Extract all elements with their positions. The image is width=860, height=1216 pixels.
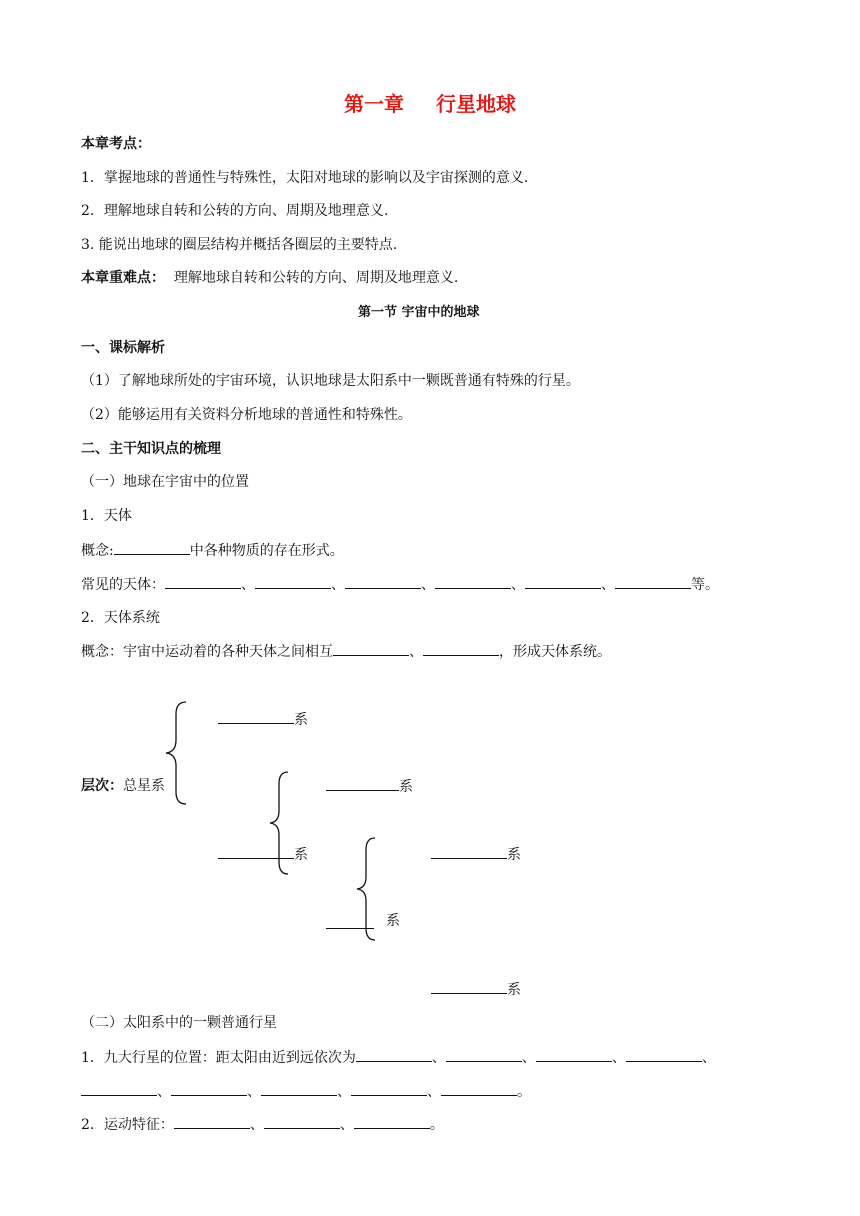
motion-end: 。 [429, 1117, 444, 1133]
system-suffix: 系 [507, 847, 521, 863]
system-suffix: 系 [294, 847, 308, 863]
celestial-concept-line [81, 540, 344, 561]
concept-prefix: 概念: [81, 543, 114, 559]
brace-3 [355, 836, 379, 942]
exam-point-2: 2．理解地球自转和公转的方向、周期及地理意义. [81, 203, 389, 219]
separator: 、 [511, 577, 525, 593]
planets-prefix: 1．九大行星的位置：距太阳由近到远依次为 [81, 1050, 356, 1066]
fill-blank[interactable] [446, 1047, 522, 1062]
brace-1 [164, 700, 190, 806]
fill-blank[interactable] [536, 1047, 612, 1062]
system-title: 2．天体系统 [81, 610, 160, 626]
chapter-label: 第一章 [344, 92, 404, 116]
separator: 、 [157, 1084, 171, 1100]
system-suffix: 系 [399, 779, 413, 795]
curriculum-item-2: （2）能够运用有关资料分析地球的普通性和特殊性。 [81, 407, 412, 423]
common-bodies-line [81, 574, 719, 595]
celestial-body-title: 1．天体 [81, 508, 132, 524]
common-suffix: 等。 [691, 577, 719, 593]
key-points [81, 268, 458, 288]
fill-blank[interactable] [174, 1114, 250, 1129]
fill-blank[interactable] [525, 574, 601, 589]
separator: 、 [521, 1050, 536, 1066]
fill-blank[interactable] [326, 776, 399, 791]
system-suffix: 系 [294, 712, 308, 728]
common-prefix: 常见的天体： [81, 577, 165, 593]
concept-suffix: 中各种物质的存在形式。 [189, 543, 344, 559]
separator: 、 [611, 1050, 626, 1066]
hierarchy-label: 层次： [81, 778, 123, 794]
fill-blank[interactable] [264, 1114, 340, 1129]
fill-blank[interactable] [261, 1081, 337, 1096]
curriculum-item-1: （1）了解地球所处的宇宙环境，认识地球是太阳系中一颗既普通有特殊的行星。 [81, 373, 580, 389]
separator: 、 [339, 1117, 354, 1133]
key-points-text: 理解地球自转和公转的方向、周期及地理意义. [173, 270, 459, 286]
key-points-label: 本章重难点： [81, 270, 165, 286]
fill-blank[interactable] [351, 1081, 427, 1096]
curriculum-heading: 一、课标解析 [81, 340, 165, 356]
separator: 、 [431, 1050, 446, 1066]
exam-point-3: 3. 能说出地球的圈层结构并概括各圈层的主要特点. [81, 237, 398, 253]
hierarchy-level-1b [218, 844, 308, 865]
chapter-name: 行星地球 [436, 92, 516, 116]
separator: 、 [247, 1084, 261, 1100]
hierarchy-root-name: 总星系 [123, 778, 165, 794]
section-title: 第一节 宇宙中的地球 [358, 305, 480, 320]
separator: 、 [331, 577, 345, 593]
system-concept-suffix: ，形成天体系统。 [499, 644, 611, 660]
hierarchy-level-2a [326, 776, 413, 797]
knowledge-sub2: （二）太阳系中的一颗普通行星 [81, 1015, 277, 1031]
fill-blank[interactable] [345, 574, 421, 589]
fill-blank[interactable] [626, 1047, 702, 1062]
hierarchy-level-3b [431, 979, 521, 1000]
fill-blank[interactable] [333, 641, 409, 656]
separator: 、 [427, 1084, 441, 1100]
fill-blank[interactable] [114, 540, 190, 555]
hierarchy-level-3a [431, 844, 521, 865]
planets-end: 。 [517, 1084, 531, 1100]
hierarchy-root [81, 776, 165, 796]
system-suffix: 系 [507, 982, 521, 998]
separator: 、 [601, 577, 615, 593]
fill-blank[interactable] [441, 1081, 517, 1096]
fill-blank[interactable] [218, 844, 294, 859]
knowledge-heading: 二、主干知识点的梳理 [81, 441, 221, 457]
fill-blank[interactable] [431, 844, 507, 859]
hierarchy-level-1a [218, 709, 308, 730]
separator: 、 [337, 1084, 351, 1100]
separator: 、 [409, 644, 423, 660]
hierarchy-level-2b-suffix: 系 [386, 913, 400, 929]
motion-prefix: 2．运动特征： [81, 1117, 174, 1133]
fill-blank[interactable] [218, 709, 294, 724]
motion-line [81, 1114, 444, 1135]
fill-blank[interactable] [81, 1081, 157, 1096]
system-concept-prefix: 概念：宇宙中运动着的各种天体之间相互 [81, 644, 333, 660]
planets-line-2 [81, 1081, 531, 1102]
exam-point-1: 1．掌握地球的普通性与特殊性，太阳对地球的影响以及宇宙探测的意义. [81, 170, 529, 186]
system-concept-line [81, 641, 611, 662]
fill-blank[interactable] [354, 1114, 430, 1129]
fill-blank[interactable] [255, 574, 331, 589]
fill-blank[interactable] [165, 574, 241, 589]
fill-blank[interactable] [356, 1047, 432, 1062]
fill-blank[interactable] [171, 1081, 247, 1096]
fill-blank[interactable] [423, 641, 499, 656]
separator: 、 [249, 1117, 264, 1133]
planets-line-1 [81, 1047, 716, 1068]
knowledge-sub1: （一）地球在宇宙中的位置 [81, 474, 249, 490]
separator: 、 [421, 577, 435, 593]
fill-blank[interactable] [615, 574, 691, 589]
exam-points-heading: 本章考点： [81, 136, 151, 152]
separator: 、 [701, 1050, 716, 1066]
chapter-title [344, 90, 516, 118]
fill-blank[interactable] [431, 979, 507, 994]
fill-blank[interactable] [435, 574, 511, 589]
separator: 、 [241, 577, 255, 593]
fill-blank[interactable] [326, 928, 374, 929]
